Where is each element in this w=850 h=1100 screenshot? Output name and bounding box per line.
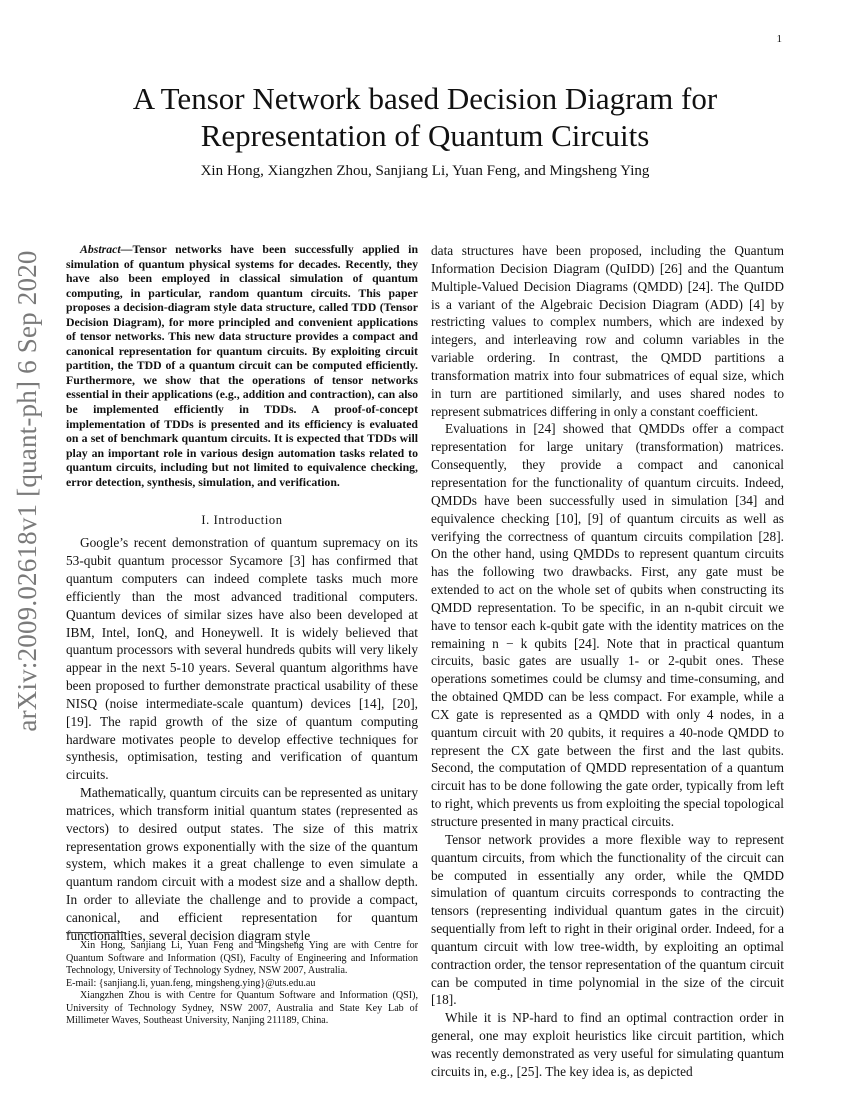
right-column [431,242,784,1081]
paragraph: Google’s recent demonstration of quantum supremacy on its 53-qubit quantum processor Sycamore [3] has confirmed that quantum computers can indeed complete tasks much more efficiently than the most advanced traditional computers. Quantum devices of similar sizes have also been developed at IBM, Intel, IonQ, and Honeywell. It is widely believed that quantum processors with several hundreds qubits will very likely appear in the next 5-10 years. Several quantum algorithms have been proposed to further demonstrate practical usability of these NISQ (noise intermediate-scale quantum) devices [14], [20], [19]. The rapid growth of the size of quantum computing hardware motivates people to develop effective techniques for synthesis, optimisation, testing and verification of quantum circuits. [66,535,418,783]
arxiv-stamp: arXiv:2009.02618v1 [quant-ph] 6 Sep 2020 [12,250,42,732]
left-column [66,242,418,945]
footnote: Xin Hong, Sanjiang Li, Yuan Feng and Mingsheng Ying are with Centre for Quantum Software and Information (QSI), Faculty of Engineering and Information Technology, University of Technology Sydney, NSW 2007, Australia. [66,940,418,976]
title-line-1: A Tensor Network based Decision Diagram for [132,81,718,116]
page-number: 1 [776,33,782,45]
author-list: Xin Hong, Xiangzhen Zhou, Sanjiang Li, Yuan Feng, and Mingsheng Ying [200,163,650,179]
paragraph: Tensor network provides a more flexible way to represent quantum circuits, from which the functionality of the circuit can be computed in essentially any order, while the QMDD simulation of quantum circuits corresponds to contracting the tensors (representing individual quantum gates in the circuit) sequentially from left to right in their original order. Indeed, for a quantum circuit with low tree-width, by exploiting an optimal contraction order, the tensor representation of the quantum circuit can be computed in time polynomial in the size of the circuit [18]. [431,831,784,1008]
abstract-text: —Tensor networks have been successfully applied in simulation of quantum physical systems for decades. Recently, they have also been employed in classical simulation of quantum computing, in particular, random quantum circuits. This paper proposes a decision-diagram style data structure, called TDD (Tensor Decision Diagram), for more principled and convenient applications of tensor networks. This new data structure provides a compact and canonical representation for quantum circuits. By exploiting circuit partition, the TDD of a quantum circuit can be computed efficiently. Furthermore, we show that the operations of tensor networks essential in their applications (e.g., addition and contraction), can also be implemented efficiently in TDDs. A proof-of-concept implementation of TDDs is presented and its efficiency is evaluated on a set of benchmark quantum circuits. It is expected that TDDs will play an important role in various design automation tasks related to quantum circuits, including but not limited to equivalence checking, error detection, synthesis, simulation, and verification. [66,242,418,489]
left-body [66,534,418,944]
title-line-2: Representation of Quantum Circuits [200,118,650,153]
footnote: Xiangzhen Zhou is with Centre for Quantum Software and Information (QSI), University of Technology Sydney, NSW 2007, Australia and State Key Lab of Millimeter Waves, Southeast University, Nanjing 211189, China. [66,990,418,1026]
paper-title [70,80,780,154]
abstract-label: Abstract [80,242,121,256]
paragraph: Evaluations in [24] showed that QMDDs offer a compact representation for large unitary (transformation) matrices. Consequently, they provide a compact and canonical representation for the functionality of quantum circuits. Indeed, QMDDs have been successfully used in simulation [34] and equivalence checking [10], [9] of quantum circuits as well as verifying the correctness of quantum circuits compilation [28]. On the other hand, using QMDDs to represent quantum circuits has the following two drawbacks. First, any gate must be extended to act on the whole set of qubits when constructing its QMDD representation. To be specific, in an n-qubit circuit we have to tensor each k-qubit gate with the identity matrices on the remaining n − k qubits [24]. Note that in practical quantum circuits, basic gates are usually 1- or 2-qubit ones. These operations sometimes could be clumsy and time-consuming, and the obtained QMDD can be less compact. For example, while a CX gate is represented as a QMDD with only 4 nodes, in a quantum circuit with 20 qubits, it requires a 40-node QMDD to represent the CX gate between the first and the last qubits. Second, the computation of QMDD representation of a quantum circuit has to be done following the gate order, typically from left to right, which prevents us from exploiting the special topological structure presented in many practical circuits. [431,421,784,829]
paragraph: data structures have been proposed, including the Quantum Information Decision Diagram (QuIDD) [26] and the Quantum Multiple-Valued Decision Diagrams (QMDD) [24]. The QuIDD is a variant of the Algebraic Decision Diagram (ADD) [4] by restricting values to complex numbers, which are indexed by integers, and interleaving row and column variables in the variable ordering. In contrast, the QMDD partitions a transformation matrix into four submatrices of equal size, which in turn are partitioned similarly, and uses shared nodes to represent submatrices differing in only a constant coefficient. [431,243,784,419]
abstract [66,242,418,489]
paragraph: Mathematically, quantum circuits can be represented as unitary matrices, which transform initial quantum states (represented as vectors) to desired output states. The size of this matrix representation grows exponentially with the size of the quantum system, which makes it a great challenge to even simulate a quantum random circuit with a modest size and a shallow depth. In order to alleviate the challenge and to provide a compact, canonical, and efficient representation for quantum functionalities, several decision diagram style [66,785,418,943]
paragraph: While it is NP-hard to find an optimal contraction order in general, one may exploit heuristics like circuit partition, which was recently demonstrated as very useful for simulating quantum circuits in, e.g., [25]. The key idea is, as depicted [431,1010,784,1079]
section-heading: I. Introduction [201,513,283,528]
footnotes [66,940,418,1028]
footnote: E-mail: {sanjiang.li, yuan.feng, mingsheng.ying}@uts.edu.au [66,977,316,989]
footnote-divider [66,932,126,933]
